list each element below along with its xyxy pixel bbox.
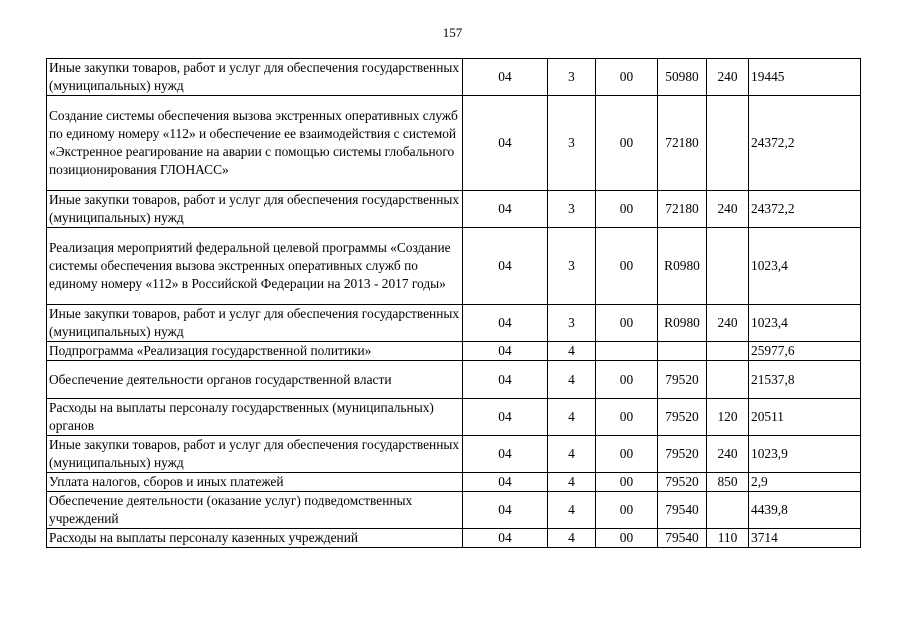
row-section: 04: [463, 492, 548, 529]
row-amount: 24372,2: [749, 191, 861, 228]
row-name: Реализация мероприятий федеральной целевой программы «Создание системы обеспечения вызова экстренных оперативных служб по единому номеру «112» в Российской Федерации на 2013 - 2017 годы»: [47, 228, 463, 305]
row-subsection: 4: [548, 436, 596, 473]
row-section: 04: [463, 361, 548, 399]
row-expense-type: 240: [707, 305, 749, 342]
row-subsection: 4: [548, 399, 596, 436]
row-section: 04: [463, 529, 548, 548]
row-target-code-b: R0980: [658, 228, 707, 305]
row-amount: 3714: [749, 529, 861, 548]
row-section: 04: [463, 473, 548, 492]
row-section: 04: [463, 96, 548, 191]
row-target-code-a: 00: [596, 473, 658, 492]
row-target-code-b: 79540: [658, 492, 707, 529]
row-name: Уплата налогов, сборов и иных платежей: [47, 473, 463, 492]
row-section: 04: [463, 228, 548, 305]
row-section: 04: [463, 399, 548, 436]
row-expense-type: 240: [707, 191, 749, 228]
row-expense-type: 120: [707, 399, 749, 436]
row-subsection: 3: [548, 191, 596, 228]
row-subsection: 3: [548, 96, 596, 191]
row-name: Расходы на выплаты персоналу казенных учреждений: [47, 529, 463, 548]
row-target-code-b: [658, 342, 707, 361]
row-target-code-b: 72180: [658, 96, 707, 191]
row-subsection: 3: [548, 59, 596, 96]
row-amount: 24372,2: [749, 96, 861, 191]
table-row: [47, 529, 861, 548]
row-target-code-a: 00: [596, 228, 658, 305]
row-subsection: 4: [548, 342, 596, 361]
row-name: Иные закупки товаров, работ и услуг для обеспечения государственных (муниципальных) нужд: [47, 305, 463, 342]
row-expense-type: 240: [707, 436, 749, 473]
row-subsection: 4: [548, 361, 596, 399]
row-amount: 2,9: [749, 473, 861, 492]
row-target-code-a: 00: [596, 96, 658, 191]
row-amount: 1023,4: [749, 228, 861, 305]
table-row: [47, 399, 861, 436]
row-target-code-a: 00: [596, 529, 658, 548]
row-section: 04: [463, 436, 548, 473]
row-target-code-a: [596, 342, 658, 361]
page-number: 157: [442, 25, 463, 40]
table-row: [47, 361, 861, 399]
row-amount: 19445: [749, 59, 861, 96]
row-target-code-a: 00: [596, 59, 658, 96]
row-target-code-b: 79540: [658, 529, 707, 548]
row-target-code-b: 79520: [658, 361, 707, 399]
row-target-code-a: 00: [596, 191, 658, 228]
row-name: Расходы на выплаты персоналу государственных (муниципальных) органов: [47, 399, 463, 436]
table-row: [47, 492, 861, 529]
row-target-code-b: 79520: [658, 473, 707, 492]
table-row: [47, 305, 861, 342]
row-amount: 1023,9: [749, 436, 861, 473]
row-target-code-b: 50980: [658, 59, 707, 96]
row-expense-type: [707, 361, 749, 399]
row-name: Иные закупки товаров, работ и услуг для обеспечения государственных (муниципальных) нужд: [47, 191, 463, 228]
row-expense-type: 850: [707, 473, 749, 492]
table-row: [47, 342, 861, 361]
row-amount: 25977,6: [749, 342, 861, 361]
row-amount: 4439,8: [749, 492, 861, 529]
row-expense-type: 240: [707, 59, 749, 96]
row-target-code-b: 72180: [658, 191, 707, 228]
row-name: Создание системы обеспечения вызова экстренных оперативных служб по единому номеру «112» и обеспечение ее взаимодействия с системой «Экстренное реагирование на аварии с помощью системы глобального позиционирования ГЛОНАСС»: [47, 96, 463, 191]
row-target-code-b: 79520: [658, 399, 707, 436]
row-subsection: 3: [548, 228, 596, 305]
row-name: Иные закупки товаров, работ и услуг для обеспечения государственных (муниципальных) нужд: [47, 436, 463, 473]
row-target-code-a: 00: [596, 492, 658, 529]
row-subsection: 4: [548, 473, 596, 492]
row-section: 04: [463, 191, 548, 228]
row-subsection: 4: [548, 529, 596, 548]
row-target-code-b: R0980: [658, 305, 707, 342]
budget-table: [46, 58, 861, 548]
row-name: Обеспечение деятельности органов государственной власти: [47, 361, 463, 399]
row-name: Иные закупки товаров, работ и услуг для обеспечения государственных (муниципальных) нужд: [47, 59, 463, 96]
row-expense-type: [707, 492, 749, 529]
row-expense-type: [707, 342, 749, 361]
row-amount: 21537,8: [749, 361, 861, 399]
row-target-code-a: 00: [596, 436, 658, 473]
table-row: [47, 473, 861, 492]
row-expense-type: 110: [707, 529, 749, 548]
row-amount: 1023,4: [749, 305, 861, 342]
table-row: [47, 436, 861, 473]
table-row: [47, 59, 861, 96]
table-row: [47, 96, 861, 191]
row-subsection: 4: [548, 492, 596, 529]
row-section: 04: [463, 305, 548, 342]
row-section: 04: [463, 342, 548, 361]
row-target-code-a: 00: [596, 399, 658, 436]
row-name: Подпрограмма «Реализация государственной политики»: [47, 342, 463, 361]
row-subsection: 3: [548, 305, 596, 342]
table-row: [47, 191, 861, 228]
row-expense-type: [707, 96, 749, 191]
row-expense-type: [707, 228, 749, 305]
row-target-code-b: 79520: [658, 436, 707, 473]
row-target-code-a: 00: [596, 361, 658, 399]
row-name: Обеспечение деятельности (оказание услуг) подведомственных учреждений: [47, 492, 463, 529]
row-amount: 20511: [749, 399, 861, 436]
row-target-code-a: 00: [596, 305, 658, 342]
table-row: [47, 228, 861, 305]
row-section: 04: [463, 59, 548, 96]
